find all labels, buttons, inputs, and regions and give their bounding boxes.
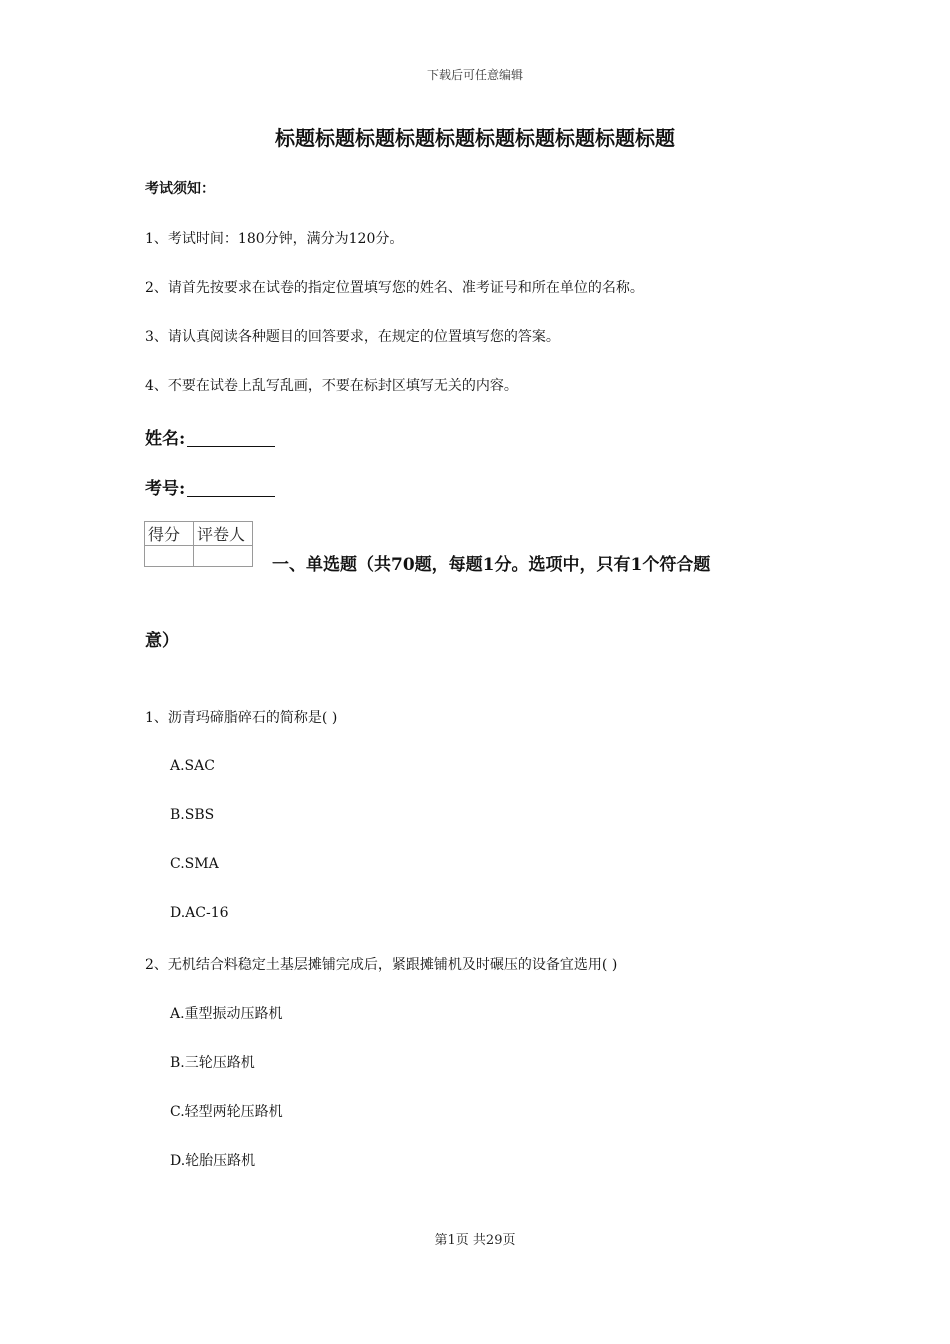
- page-footer: 第1页 共29页: [434, 1233, 516, 1248]
- notice-item: 2、请首先按要求在试卷的指定位置填写您的姓名、准考证号和所在单位的名称。: [145, 280, 644, 296]
- header-note: 下载后可任意编辑: [426, 68, 523, 82]
- option-d: D.轮胎压路机: [170, 1153, 256, 1169]
- option-b: B.SBS: [170, 807, 215, 823]
- score-cell[interactable]: [145, 546, 194, 567]
- option-c: C.SMA: [170, 856, 219, 872]
- notice-heading: 考试须知：: [145, 181, 215, 197]
- exam-id-label: 考号:: [145, 479, 186, 499]
- question-text: 1、沥青玛碲脂碎石的简称是( ): [145, 710, 338, 726]
- name-label: 姓名:: [145, 429, 186, 449]
- option-a: A.SAC: [170, 758, 215, 774]
- notice-item: 4、不要在试卷上乱写乱画，不要在标封区填写无关的内容。: [145, 378, 518, 394]
- question-text: 2、无机结合料稳定土基层摊铺完成后，紧跟摊铺机及时碾压的设备宜选用( ): [145, 957, 618, 973]
- option-c: C.轻型两轮压路机: [170, 1104, 283, 1120]
- section-heading: 一、单选题（共70题，每题1分。选项中，只有1个符合题: [272, 555, 711, 575]
- score-table: [144, 521, 253, 567]
- score-header: 得分: [145, 522, 194, 546]
- option-d: D.AC-16: [170, 905, 229, 921]
- section-heading-continued: 意）: [145, 631, 179, 651]
- grader-cell[interactable]: [194, 546, 253, 567]
- document-title: 标题标题标题标题标题标题标题标题标题标题: [275, 126, 675, 150]
- grader-header: 评卷人: [194, 522, 253, 546]
- option-a: A.重型振动压路机: [170, 1006, 283, 1022]
- notice-item: 3、请认真阅读各种题目的回答要求，在规定的位置填写您的答案。: [145, 329, 560, 345]
- option-b: B.三轮压路机: [170, 1055, 255, 1071]
- exam-id-blank-line[interactable]: [187, 480, 275, 497]
- name-field: [145, 424, 275, 449]
- exam-id-field: [145, 474, 275, 499]
- name-blank-line[interactable]: [187, 430, 275, 447]
- notice-item: 1、考试时间：180分钟，满分为120分。: [145, 231, 404, 247]
